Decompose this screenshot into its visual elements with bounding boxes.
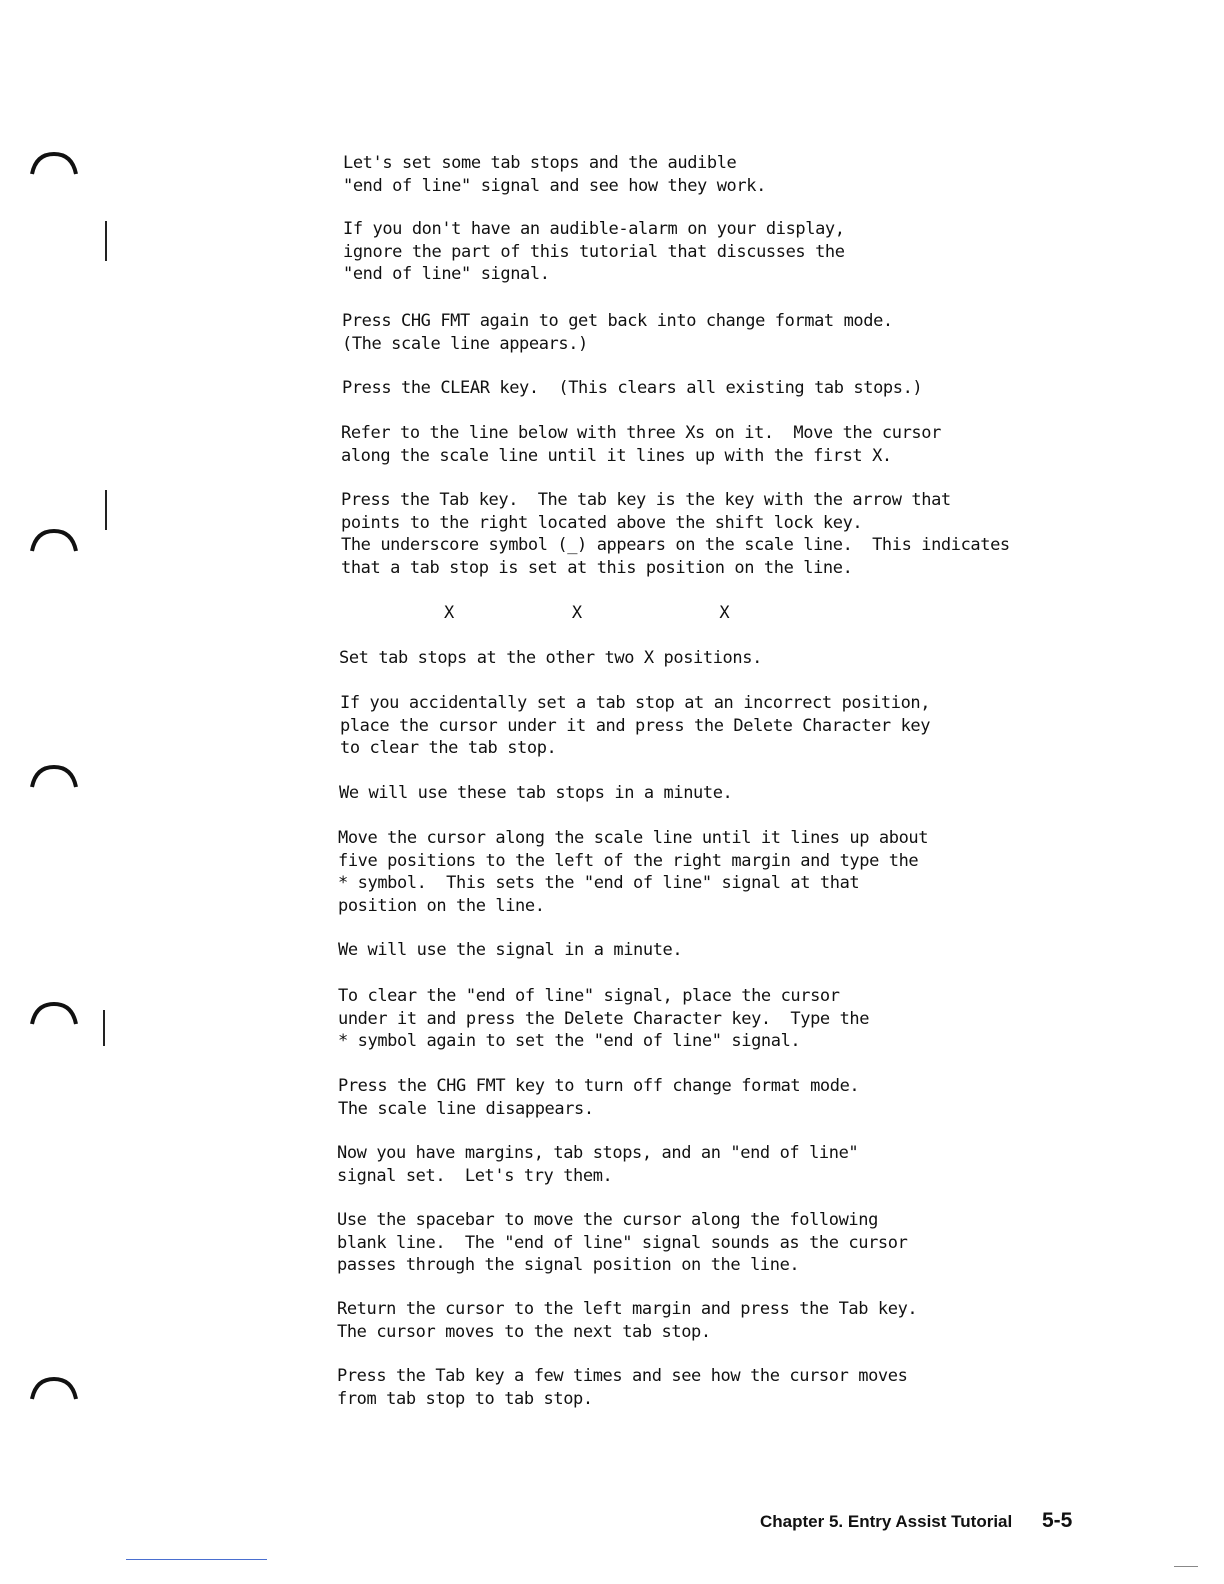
paragraph-use-signal: We will use the signal in a minute. [338, 940, 683, 960]
paragraph-alarm-note: If you don't have an audible-alarm on your display, ignore the part of this tutorial that discusses the "end of line" signal. [343, 219, 845, 284]
paragraph-set-stops: Set tab stops at the other two X positions. [339, 648, 762, 668]
paragraph-chg-fmt: Press CHG FMT again to get back into change format mode. (The scale line appears.) [342, 311, 893, 354]
punch-hole-icon [28, 1375, 80, 1401]
punch-hole-icon [28, 763, 80, 789]
paragraph-now-have: Now you have margins, tab stops, and an "end of line" signal set. Let's try them. [337, 1143, 859, 1186]
paragraph-clear: Press the CLEAR key. (This clears all existing tab stops.) [342, 378, 923, 398]
paragraph-refer: Refer to the line below with three Xs on it. Move the cursor along the scale line until it lines up with the first X. [341, 423, 941, 466]
paragraph-intro: Let's set some tab stops and the audible "end of line" signal and see how they work. [343, 153, 766, 196]
paragraph-tab-key: Press the Tab key. The tab key is the key with the arrow that points to the right located above the shift lock key. The underscore symbol (_) appears on the scale line. This indicates that a tab stop is set at this position on the line. [341, 490, 1010, 578]
footer-page-number: 5-5 [1042, 1509, 1073, 1532]
corner-rule [1174, 1566, 1198, 1567]
paragraph-x-markers: X X X [444, 603, 730, 623]
paragraph-spacebar: Use the spacebar to move the cursor along the following blank line. The "end of line" signal sounds as the cursor passes through the signal position on the line. [337, 1210, 908, 1275]
punch-hole-icon [28, 527, 80, 553]
punch-hole-icon [28, 150, 80, 176]
revision-bar [105, 221, 107, 261]
revision-bar [105, 490, 107, 530]
punch-hole-icon [28, 1000, 80, 1026]
paragraph-return: Return the cursor to the left margin and press the Tab key. The cursor moves to the next tab stop. [337, 1299, 918, 1342]
paragraph-move-cursor: Move the cursor along the scale line until it lines up about five positions to the left of the right margin and type the * symbol. This sets the "end of line" signal at that position on the line. [338, 828, 929, 916]
paragraph-turn-off: Press the CHG FMT key to turn off change format mode. The scale line disappears. [338, 1076, 860, 1119]
paragraph-clear-signal: To clear the "end of line" signal, place the cursor under it and press the Delete Character key. Type the * symbol again to set the "end of line" signal. [338, 986, 870, 1051]
paragraph-press-tab: Press the Tab key a few times and see how the cursor moves from tab stop to tab stop. [337, 1366, 908, 1409]
footer-chapter-title: Chapter 5. Entry Assist Tutorial [760, 1512, 1013, 1531]
bottom-rule [126, 1559, 267, 1560]
paragraph-use-stops: We will use these tab stops in a minute. [339, 783, 733, 803]
paragraph-accident: If you accidentally set a tab stop at an incorrect position, place the cursor under it and press the Delete Character key to clear the tab stop. [340, 693, 931, 758]
revision-bar [103, 1010, 105, 1046]
